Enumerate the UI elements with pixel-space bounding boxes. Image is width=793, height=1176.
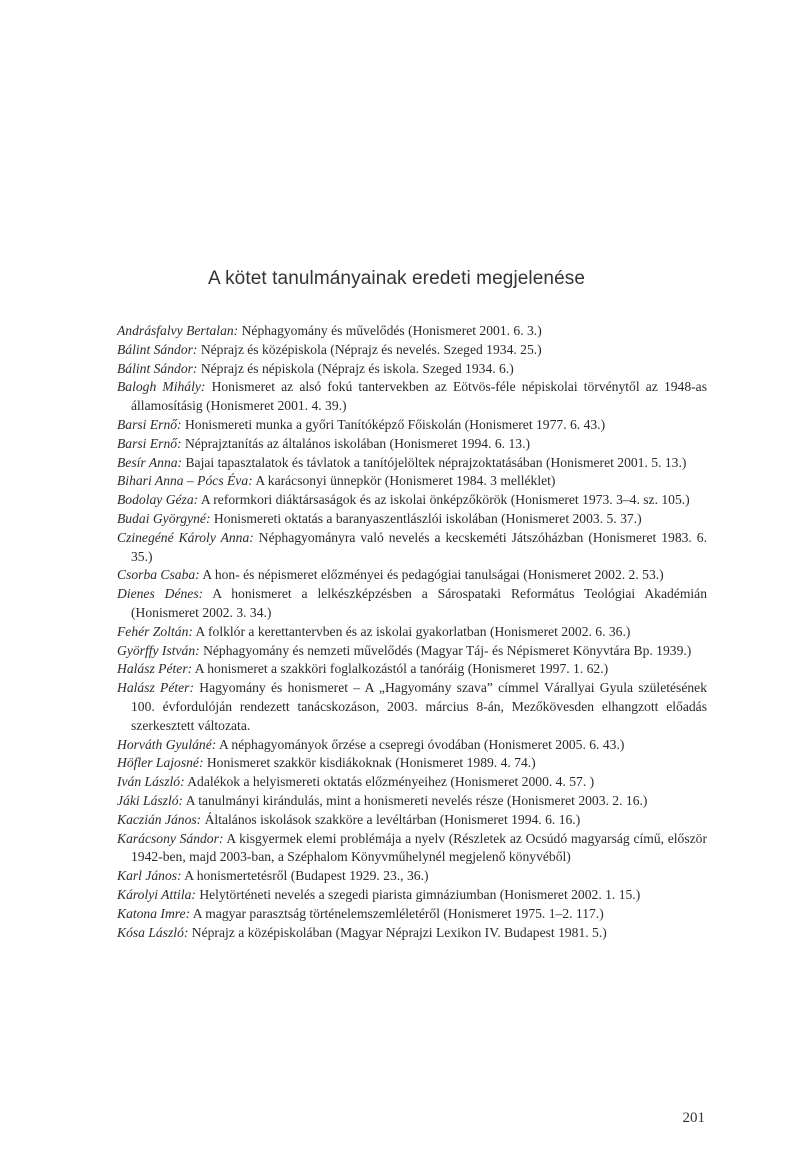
- list-item: [117, 660, 707, 679]
- entry-author: Karl János:: [117, 868, 182, 884]
- entry-text: A kisgyermek elemi problémája a nyelv (Részletek az Ocsúdó magyarság című, először 1942-ben, majd 2003-ban, a Széphalom Könyvműhelynél megjelenő könyvéből): [131, 830, 707, 865]
- entry-text: A honismeret a lelkészképzésben a Sárospataki Református Teológiai Akadémián (Honismeret 2002. 3. 34.): [131, 586, 708, 620]
- entry-text: Néphagyomány és nemzeti művelődés (Magyar Táj- és Népismeret Könyvtára Bp. 1939.): [199, 642, 692, 658]
- entry-author: Höfler Lajosné:: [117, 755, 204, 771]
- entry-author: Halász Péter:: [117, 680, 195, 696]
- entry-text: Általános iskolások szakköre a levéltárban (Honismeret 1994. 6. 16.): [201, 811, 581, 827]
- list-item: [117, 623, 707, 642]
- entry-author: Iván László:: [117, 774, 185, 790]
- entry-text: Honismeret az alsó fokú tantervekben az Eötvös-féle népiskolai törvénytől az 1948-as államosításig (Honismeret 2001. 4. 39.): [131, 379, 707, 414]
- entry-author: Bálint Sándor:: [117, 341, 198, 357]
- entry-author: Katona Imre:: [117, 905, 191, 921]
- entry-text: Honismeret szakkör kisdiákoknak (Honismeret 1989. 4. 74.): [203, 755, 536, 771]
- entry-text: A magyar parasztság történelemszemléletéről (Honismeret 1975. 1–2. 117.): [190, 905, 604, 921]
- entry-text: A néphagyományok őrzése a csepregi óvodában (Honismeret 2005. 6. 43.): [216, 736, 625, 752]
- entry-text: Honismereti munka a győri Tanítóképző Főiskolán (Honismeret 1977. 6. 43.): [181, 416, 606, 432]
- list-item: [117, 472, 707, 491]
- bibliography-list: [117, 322, 707, 942]
- list-item: [117, 811, 707, 830]
- list-item: [117, 924, 707, 943]
- entry-text: Adalékok a helyismereti oktatás előzményeihez (Honismeret 2000. 4. 57. ): [184, 774, 595, 790]
- entry-author: Györffy István:: [117, 642, 200, 658]
- entry-text: A karácsonyi ünnepkör (Honismeret 1984. 3 melléklet): [252, 473, 556, 489]
- entry-text: Honismereti oktatás a baranyaszentlászlói iskolában (Honismeret 2003. 5. 37.): [210, 510, 642, 526]
- entry-author: Bihari Anna – Pócs Éva:: [117, 473, 253, 489]
- entry-author: Halász Péter:: [117, 661, 193, 677]
- entry-text: A tanulmányi kirándulás, mint a honismereti nevelés része (Honismeret 2003. 2. 16.): [183, 792, 648, 808]
- entry-text: A folklór a kerettantervben és az iskolai gyakorlatban (Honismeret 2002. 6. 36.): [192, 623, 631, 639]
- list-item: [117, 585, 707, 623]
- entry-text: Helytörténeti nevelés a szegedi piarista gimnáziumban (Honismeret 2002. 1. 15.): [195, 886, 641, 902]
- entry-text: A hon- és népismeret előzményei és pedagógiai tanulságai (Honismeret 2002. 2. 53.): [199, 567, 664, 583]
- list-item: [117, 378, 707, 416]
- page-number: 201: [682, 1110, 705, 1126]
- entry-author: Budai Györgyné:: [117, 510, 211, 526]
- page-title: A kötet tanulmányainak eredeti megjelenése: [207, 268, 586, 289]
- list-item: [117, 830, 707, 868]
- list-item: [117, 360, 707, 379]
- list-item: [117, 491, 707, 510]
- entry-text: A honismeret a szakköri foglalkozástól a tanóráig (Honismeret 1997. 1. 62.): [192, 661, 609, 677]
- list-item: [117, 886, 707, 905]
- entry-text: A honismertetésről (Budapest 1929. 23., 36.): [181, 868, 429, 884]
- entry-author: Kósa László:: [117, 924, 189, 940]
- list-item: [117, 435, 707, 454]
- entry-author: Fehér Zoltán:: [117, 623, 193, 639]
- list-item: [117, 679, 707, 735]
- list-item: [117, 792, 707, 811]
- entry-author: Bálint Sándor:: [117, 360, 198, 376]
- entry-text: Bajai tapasztalatok és távlatok a tanítójelöltek néprajzoktatásában (Honismeret 2001. 5. 13.): [182, 454, 687, 470]
- entry-text: Néprajz a középiskolában (Magyar Néprajzi Lexikon IV. Budapest 1981. 5.): [188, 924, 607, 940]
- entry-author: Dienes Dénes:: [117, 586, 204, 602]
- list-item: [117, 510, 707, 529]
- entry-text: A reformkori diáktársaságok és az iskolai önképzőkörök (Honismeret 1973. 3–4. sz. 105.): [198, 492, 690, 508]
- entry-author: Károlyi Attila:: [117, 886, 196, 902]
- list-item: [117, 322, 707, 341]
- entry-author: Czinegéné Károly Anna:: [117, 529, 254, 545]
- list-item: [117, 642, 707, 661]
- list-item: [117, 416, 707, 435]
- entry-author: Karácsony Sándor:: [117, 830, 224, 846]
- entry-author: Kaczián János:: [117, 811, 202, 827]
- list-item: [117, 736, 707, 755]
- list-item: [117, 773, 707, 792]
- entry-author: Balogh Mihály:: [117, 379, 206, 395]
- entry-text: Néphagyományra való nevelés a kecskeméti Játszóházban (Honismeret 1983. 6. 35.): [131, 529, 707, 564]
- entry-text: Hagyomány és honismeret – A „Hagyomány szava” címmel Várallyai Gyula születésének 100. évfordulóján rendezett tanácskozáson, 2003. március 8-án, Mezőkövesden elhangzott előadás szerkesztett változata.: [131, 680, 707, 733]
- entry-author: Csorba Csaba:: [117, 567, 200, 583]
- entry-text: Néprajztanítás az általános iskolában (Honismeret 1994. 6. 13.): [181, 435, 530, 451]
- list-item: [117, 905, 707, 924]
- entry-author: Bodolay Géza:: [117, 492, 199, 508]
- entry-author: Andrásfalvy Bertalan:: [117, 323, 239, 338]
- list-item: [117, 754, 707, 773]
- entry-author: Barsi Ernő:: [117, 416, 182, 432]
- list-item: [117, 454, 707, 473]
- entry-author: Barsi Ernő:: [117, 435, 182, 451]
- list-item: [117, 341, 707, 360]
- list-item: [117, 529, 707, 567]
- entry-text: Néprajz és népiskola (Néprajz és iskola. Szeged 1934. 6.): [197, 360, 514, 376]
- entry-text: Néprajz és középiskola (Néprajz és nevelés. Szeged 1934. 25.): [197, 341, 542, 357]
- list-item: [117, 867, 707, 886]
- list-item: [117, 566, 707, 585]
- entry-author: Jáki László:: [117, 792, 184, 808]
- entry-author: Besír Anna:: [117, 454, 183, 470]
- entry-author: Horváth Gyuláné:: [117, 736, 217, 752]
- entry-text: Néphagyomány és művelődés (Honismeret 2001. 6. 3.): [238, 323, 542, 338]
